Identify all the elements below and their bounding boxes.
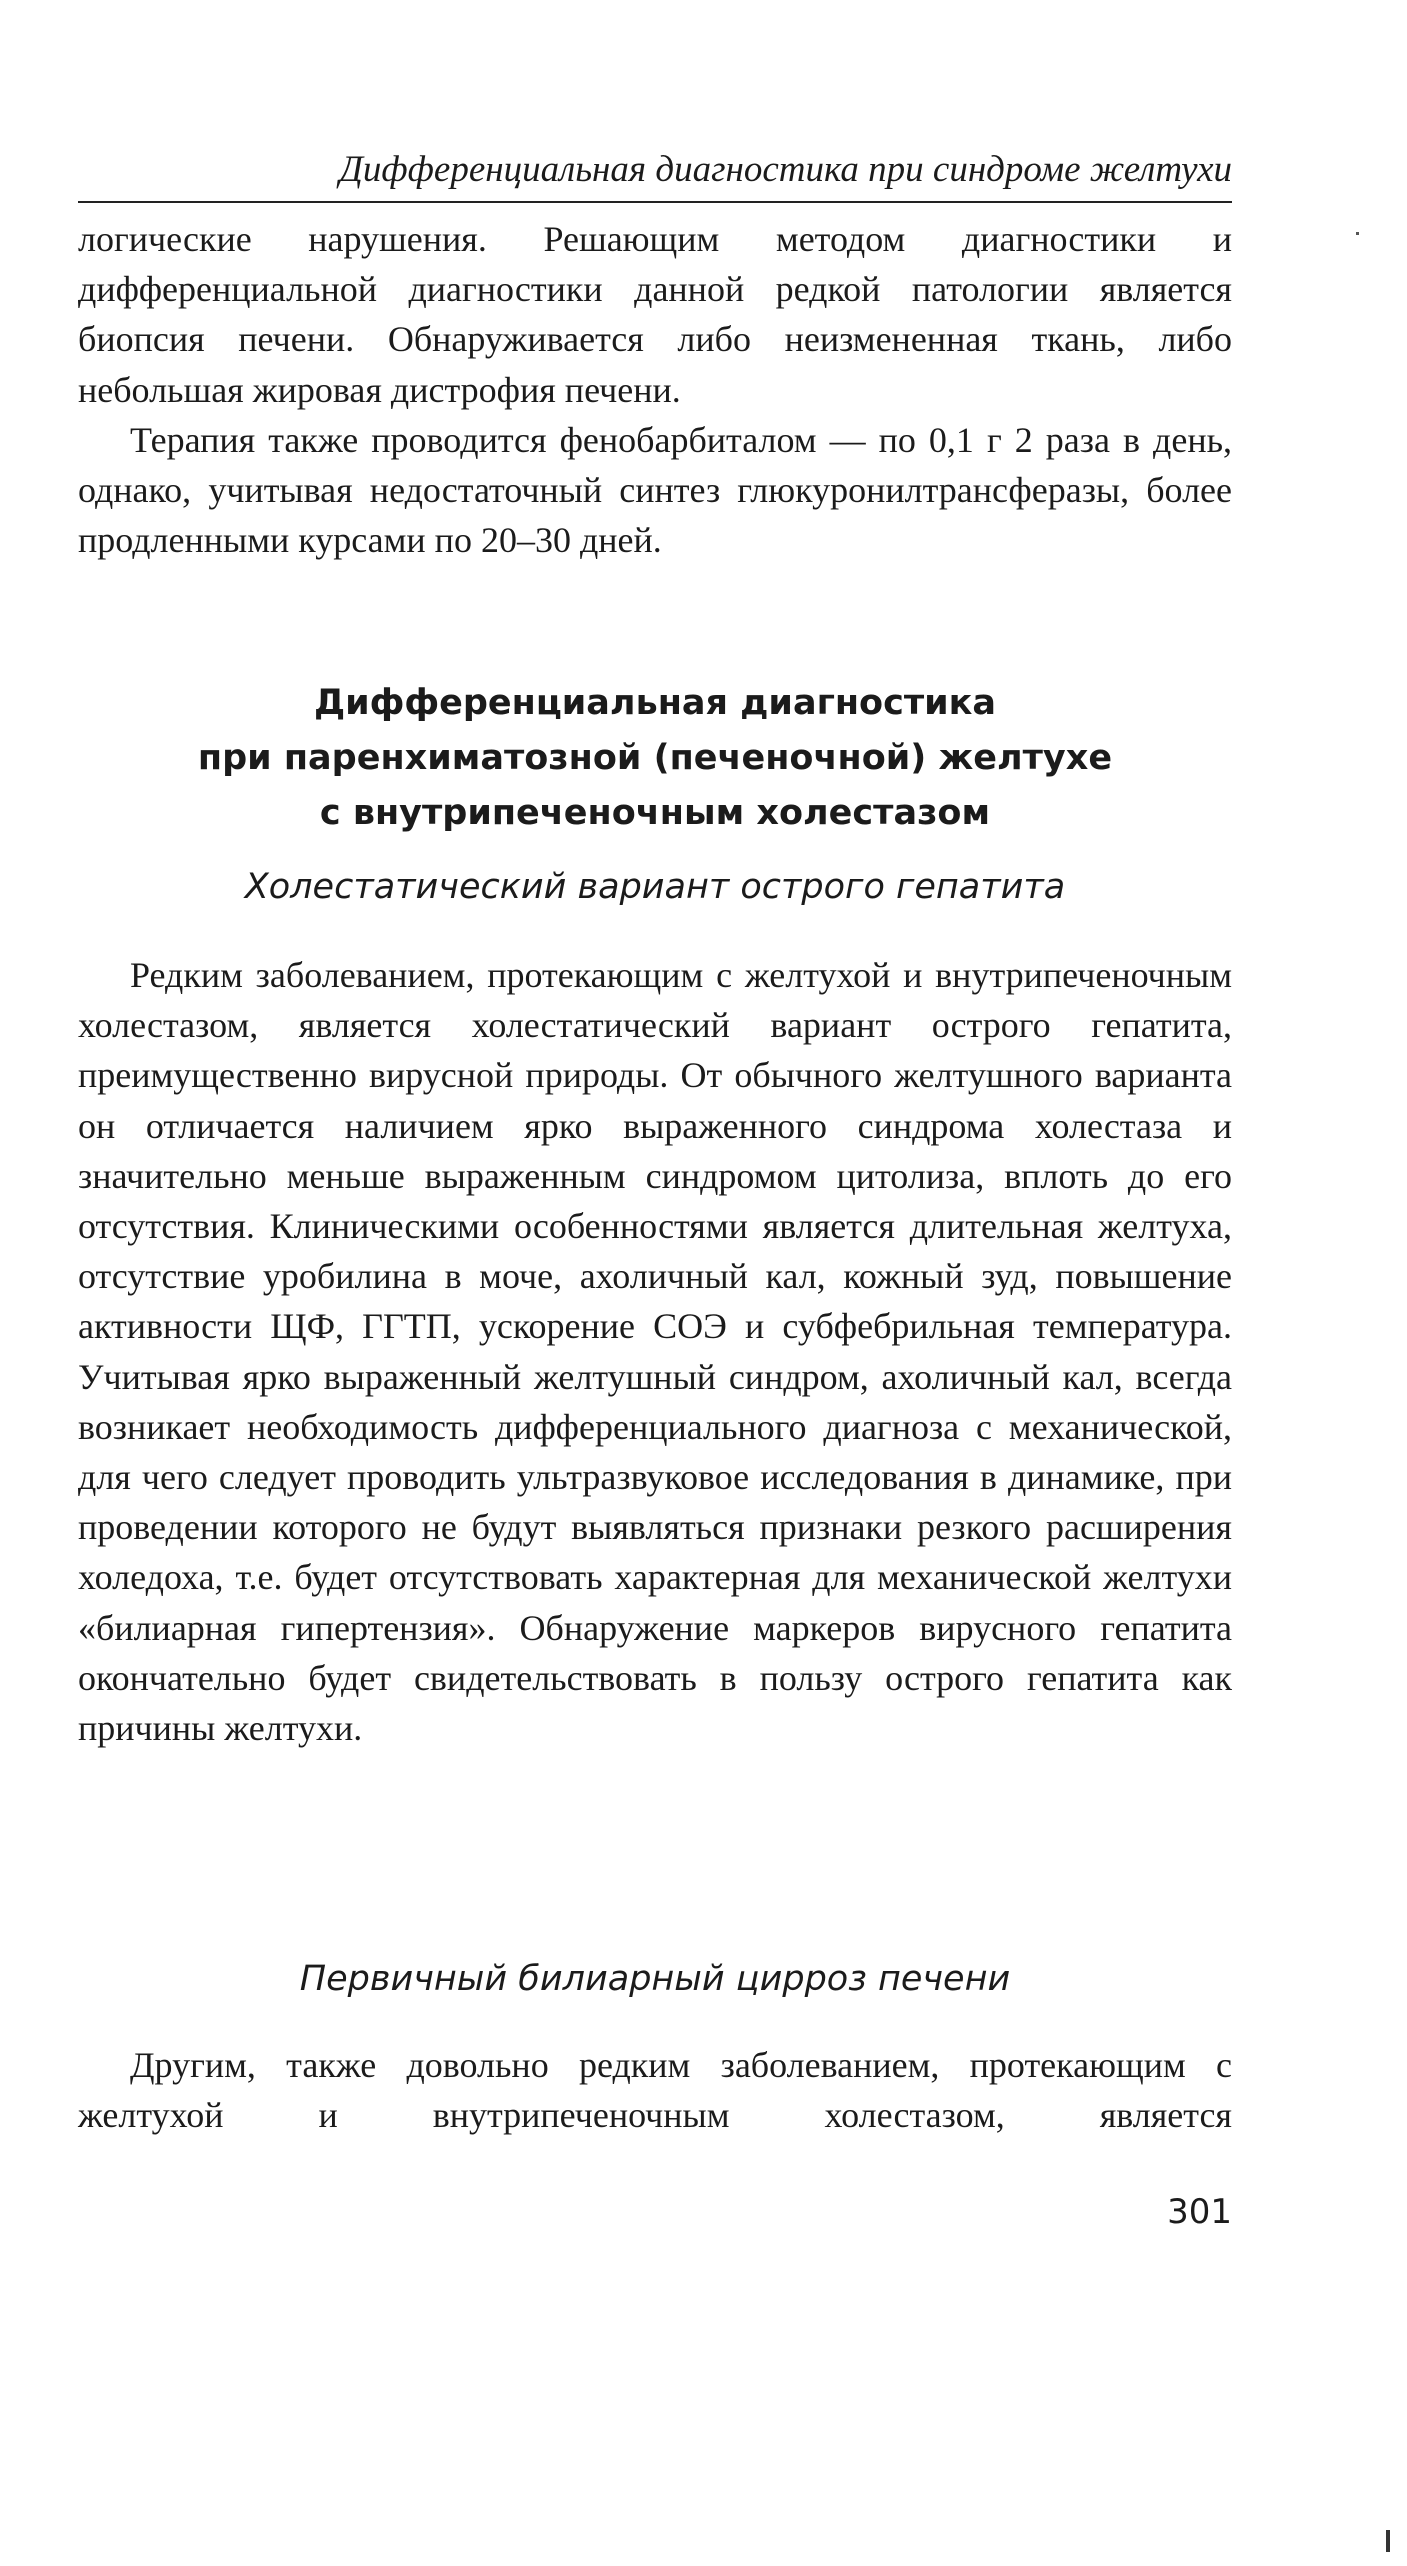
paragraph-continued: логические нарушения. Решающим методом диагностики и дифференциальной диагностики данной редкой патологии является биопсия печени. Обнаруживается либо неизмененная ткань, либо небольшая жировая дистрофия печени.: [78, 219, 1232, 410]
paragraph-cirrhosis: Другим, также довольно редким заболеванием, протекающим с желтухой и внутрипеченочным холестазом, является: [78, 2045, 1232, 2136]
scan-speck: [1356, 232, 1359, 235]
section-title-line-3: с внутрипеченочным холестазом: [319, 793, 991, 833]
paragraph-therapy: Терапия также проводится фенобарбиталом — по 0,1 г 2 раза в день, однако, учитывая недостаточный синтез глюкуронилтрансферазы, более продленными курсами по 20–30 дней.: [78, 419, 1232, 561]
hepatitis-text: [78, 950, 1232, 1753]
subsection-title-hepatitis: Холестатический вариант острого гепатита: [244, 867, 1066, 907]
running-head: Дифференциальная диагностика при синдроме желтухи: [339, 149, 1232, 190]
section-title: [78, 676, 1232, 841]
header-rule: [78, 201, 1232, 203]
paragraph-hepatitis: Редким заболеванием, протекающим с желтухой и внутрипеченочным холестазом, является холестатический вариант острого гепатита, преимущественно вирусной природы. От обычного желтушного варианта он отличается наличием ярко выраженного синдрома холестаза и значительно меньше выраженным синдромом цитолиза, вплоть до его отсутствия. Клиническими особенностями является длительная желтуха, отсутствие уробилина в моче, ахоличный кал, кожный зуд, повышение активности ЩФ, ГГТП, ускорение СОЭ и субфебрильная температура. Учитывая ярко выраженный желтушный синдром, ахоличный кал, всегда возникает необходимость дифференциального диагноза с механической, для чего следует проводить ультразвуковое исследования в динамике, при проведении которого не будут выявляться признаки резкого расширения холедоха, т.е. будет отсутствовать характерная для механической желтухи «билиарная гипертензия». Обнаружение маркеров вирусного гепатита окончательно будет свидетельствовать в пользу острого гепатита как причины желтухи.: [78, 955, 1232, 1749]
section-title-line-1: Дифференциальная диагностика: [313, 683, 997, 723]
scan-edge-mark: [1386, 2530, 1390, 2552]
page-number: 301: [1167, 2192, 1232, 2232]
subsection-title-cirrhosis: Первичный билиарный цирроз печени: [299, 1959, 1011, 1999]
cirrhosis-text: [78, 2040, 1232, 2140]
opening-text: [78, 214, 1232, 565]
section-title-line-2: при паренхиматозной (печеночной) желтухе: [197, 738, 1113, 778]
